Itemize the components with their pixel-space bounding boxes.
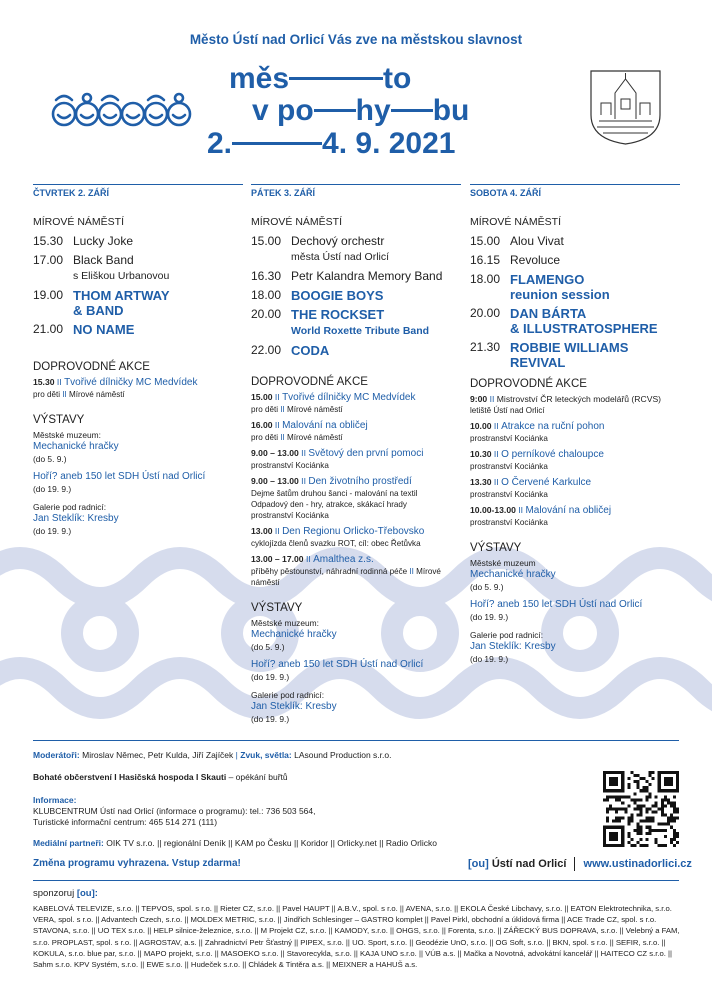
activity-item — [251, 525, 461, 549]
performer-name — [510, 272, 610, 302]
activity-item — [251, 553, 461, 588]
qr-code-icon — [603, 771, 679, 847]
performer-name — [291, 234, 389, 265]
performer-name — [510, 253, 560, 268]
smiling-faces-logo — [50, 90, 195, 132]
performer-name — [510, 306, 658, 336]
activity-time: 10.00-13.00 — [470, 505, 516, 515]
activity-item — [251, 475, 461, 521]
exhibition-until: (do 5. 9.) — [251, 642, 285, 652]
performer-name — [291, 307, 429, 339]
title-line-2: v po hy bu — [252, 94, 470, 127]
activity-name: O Červené Karkulce — [501, 477, 592, 488]
activity-note — [470, 489, 680, 500]
performer-name-text: ROBBIE WILLIAMS — [510, 340, 629, 355]
activity-note-text: cyklojízda členů svazku ROT, cíl: obec Řetůvka — [251, 539, 421, 548]
performer-name — [291, 269, 442, 284]
exhibition-until: (do 19. 9.) — [251, 714, 290, 724]
exhibition-item — [470, 557, 680, 593]
venue-heading: MÍROVÉ NÁMĚSTÍ — [470, 216, 562, 228]
activity-note — [33, 389, 243, 400]
moderators-line: Moderátoři: Miroslav Němec, Petr Kulda, Jiří Zajíček | Zvuk, světla: LAsound Production s.r.o. — [33, 750, 392, 760]
program-item — [33, 322, 243, 337]
activity-time: 15.00 — [251, 392, 273, 402]
activity-note-text: pro děti — [251, 433, 278, 442]
activity-name: Tvořivé dílničky MC Medvídek — [282, 392, 416, 403]
activity-item — [251, 447, 461, 471]
separator: II — [491, 421, 502, 431]
exhibition-venue: Galerie pod radnicí: — [251, 690, 325, 700]
activity-time: 13.00 — [251, 526, 273, 536]
activity-name: Atrakce na ruční pohon — [501, 421, 605, 432]
activity-note-line2: Odpadový den - hry, atrakce, skákací hrady — [251, 500, 407, 509]
exhibition-until: (do 19. 9.) — [251, 672, 290, 682]
program-time: 18.00 — [470, 272, 501, 286]
activity-name: Den Regionu Orlicko-Třebovsko — [282, 526, 425, 537]
day-heading: SOBOTA 4. ZÁŘÍ — [470, 184, 680, 204]
town-logo: [ou] Ústí nad Orlicí www.ustinadorlici.cz — [468, 857, 692, 870]
separator: II — [487, 394, 497, 404]
sponsors-divider — [33, 880, 679, 881]
activity-time: 9.00 – 13.00 — [251, 476, 299, 486]
activity-item — [251, 419, 461, 443]
exhibition-until: (do 19. 9.) — [33, 484, 72, 494]
performer-name-text: Dechový orchestr — [291, 234, 385, 248]
program-item — [470, 306, 680, 336]
exhibition-item — [470, 629, 680, 665]
activity-note-text: prostranství Kociánka — [470, 518, 548, 527]
activity-item — [470, 420, 680, 444]
activity-note-line3: prostranství Kociánka — [251, 511, 329, 520]
activity-note-text: pro děti — [33, 390, 60, 399]
program-item — [470, 340, 680, 370]
title-line-1: měs to — [229, 62, 412, 95]
exhibition-item — [251, 617, 461, 653]
performer-subtitle: města Ústí nad Orlicí — [291, 251, 390, 263]
program-item — [251, 343, 461, 358]
performer-name-text: Lucky Joke — [73, 234, 134, 248]
performer-name-text: THE ROCKSET — [291, 307, 385, 322]
program-time: 15.00 — [470, 234, 501, 248]
performer-name-line2: & ILLUSTRATOSPHERE — [510, 321, 658, 336]
separator: II — [272, 526, 283, 536]
exhibition-item — [33, 501, 243, 537]
activities-heading: DOPROVODNÉ AKCE — [33, 361, 150, 373]
program-item — [251, 234, 461, 265]
program-time: 20.00 — [470, 306, 501, 320]
activity-time: 9:00 — [470, 394, 488, 404]
program-time: 15.30 — [33, 234, 64, 248]
exhibition-title: Mechanické hračky — [33, 441, 119, 452]
performer-subtitle: s Eliškou Urbanovou — [73, 270, 170, 282]
program-time: 21.30 — [470, 340, 501, 354]
exhibition-venue: Městské muzeum — [470, 558, 536, 568]
performer-name-text: Black Band — [73, 253, 134, 267]
exhibition-title: Jan Steklík: Kresby — [33, 513, 119, 524]
performer-name — [510, 340, 628, 370]
program-item — [251, 269, 461, 284]
program-item — [470, 234, 680, 249]
performer-name-text: Alou Vivat — [510, 234, 564, 248]
exhibition-item — [33, 429, 243, 465]
performer-name-text: Petr Kalandra Memory Band — [291, 269, 443, 283]
exhibition-title: Mechanické hračky — [251, 629, 337, 640]
performer-subtitle: World Roxette Tribute Band — [291, 325, 430, 337]
activity-note-text: prostranství Kociánka — [470, 434, 548, 443]
performer-name — [291, 343, 329, 358]
program-time: 16.30 — [251, 269, 282, 283]
activity-item — [470, 448, 680, 472]
program-time: 16.15 — [470, 253, 501, 267]
exhibition-title: Jan Steklík: Kresby — [470, 641, 556, 652]
activity-place: Mírové náměstí — [251, 567, 441, 587]
separator: II — [298, 476, 309, 486]
refreshments-line: Bohaté občerstvení I Hasičská hospoda I Skauti – opékání buřtů — [33, 772, 288, 782]
activity-note — [470, 461, 680, 472]
exhibition-until: (do 5. 9.) — [470, 582, 504, 592]
exhibitions-heading: VÝSTAVY — [470, 542, 522, 554]
program-item — [33, 288, 243, 318]
performer-name — [510, 234, 564, 249]
program-change-note: Změna programu vyhrazena. Vstup zdarma! — [33, 858, 241, 869]
exhibition-item — [251, 689, 461, 725]
performer-name — [291, 288, 383, 303]
day-column-friday — [251, 184, 461, 731]
media-partners-line: Mediální partneři: OIK TV s.r.o. || regionální Deník || KAM po Česku || Koridor || Orlicky.net || Radio Orlicko — [33, 838, 437, 848]
exhibition-title: Hoří? aneb 150 let SDH Ústí nad Orlicí — [470, 599, 643, 610]
activity-name: Světový den první pomoci — [308, 448, 424, 459]
exhibition-item — [33, 471, 243, 495]
program-time: 17.00 — [33, 253, 64, 267]
sponsors-list: KABELOVÁ TELEVIZE, s.r.o. || TEPVOS, spol. s r.o. || Rieter CZ, s.r.o. || Pavel HAUPT || A.B.V., spol. s r.o. || AVENA, s.r.o. || EKOLA České Libchavy, s.r.o. || EATON Elektrotechnika, s.r.o. VERA, spol. s r.o. || Advantech Czech, s.r.o. || MOLDEX METRIC, s.r.o. || Jindřich Schlesinger – GASTRO komplet || Pavel Pirkl, obchodní a úklidová firma || ACE Trade CZ, spol. s r.o. STAVONA, s.r.o. || UO TEX s.r.o. || HELP silnice-železnice, s.r.o. || M Projekt CZ, s.r.o. || KAMODY, s.r.o. || OHGS, s.r.o. || Forenta, s.r.o. || ZÁŘECKÝ BUS DOPRAVA, s.r.o. || Velebný a FAM, s.r.o. PROPLAST, spol. s r.o. || AGROSTAV, a.s. || Zahradnictví Petr Šťastný || PIPEX, s.r.o. || UO. Sport, s.r.o. || Geodézie UnO, s.r.o. || OG Soft, s.r.o. || BKN, spol. s r.o. || SEFIR, s.r.o. || KOKULA, s.r.o. blue par, s.r.o. || MAPO projekt, s.r.o. || MASOEKO s.r.o. || Stavorecykla, s.r.o. || KAJA UNO s.r.o. || VÚB a.s. || Mačka a Novotná, advokátní kancelář || HAITECO CZ s.r.o. || Sahm s.r.o. KPV Systém, s.r.o. || EWE s.r.o. || Hudeček s.r.o. || Chládek & Tintěra a.s. || MEIXNER a HAHUŠ a.s. — [33, 904, 680, 970]
program-item — [251, 307, 461, 339]
activity-time: 15.30 — [33, 377, 55, 387]
program-time: 22.00 — [251, 343, 282, 357]
information-block: Informace: KLUBCENTRUM Ústí nad Orlicí (informace o programu): tel.: 736 503 564, Turistické informační centrum: 465 514 271 (111) — [33, 795, 316, 827]
activity-name: Malování na obličej — [282, 420, 368, 431]
activities-heading: DOPROVODNÉ AKCE — [470, 378, 587, 390]
exhibitions-heading: VÝSTAVY — [251, 602, 303, 614]
activity-name: Den životního prostředí — [308, 476, 412, 487]
performer-name-line2: reunion session — [510, 287, 610, 302]
activity-time: 13.30 — [470, 477, 492, 487]
title-dates: 2. 4. 9. 2021 — [207, 127, 456, 160]
website-link[interactable]: www.ustinadorlici.cz — [583, 857, 692, 870]
separator: II — [272, 420, 283, 430]
activity-item — [251, 391, 461, 415]
performer-name-text: THOM ARTWAY — [73, 288, 170, 303]
activity-note-text: příběhy pěstounství, náhradní rodinná péče — [251, 567, 408, 576]
activity-note-text: letiště Ústí nad Orlicí — [470, 406, 545, 415]
activity-item — [470, 476, 680, 500]
program-item — [33, 253, 243, 284]
activity-item — [470, 504, 680, 528]
program-time: 19.00 — [33, 288, 64, 302]
activity-note — [251, 432, 461, 443]
exhibition-until: (do 19. 9.) — [33, 526, 72, 536]
performer-name — [73, 288, 170, 318]
performer-name-text: CODA — [291, 343, 330, 358]
exhibition-title: Hoří? aneb 150 let SDH Ústí nad Orlicí — [251, 659, 424, 670]
performer-name-text: Revoluce — [510, 253, 561, 267]
program-item — [470, 253, 680, 268]
exhibition-title: Hoří? aneb 150 let SDH Ústí nad Orlicí — [33, 471, 206, 482]
activity-note — [251, 404, 461, 415]
exhibition-until: (do 19. 9.) — [470, 654, 509, 664]
activity-place: Mírové náměstí — [69, 390, 125, 399]
activity-name: Mistrovství ČR leteckých modelářů (RCVS) — [496, 394, 662, 404]
separator: II — [407, 567, 417, 576]
activity-name: Amalthea z.s. — [313, 554, 374, 565]
activity-note — [470, 405, 680, 416]
activity-note-text: prostranství Kociánka — [251, 461, 329, 470]
performer-name-text: BOOGIE BOYS — [291, 288, 384, 303]
activity-note — [251, 566, 461, 588]
venue-heading: MÍROVÉ NÁMĚSTÍ — [251, 216, 343, 228]
day-column-saturday — [470, 184, 680, 671]
invitation-line: Město Ústí nad Orlicí Vás zve na městskou slavnost — [189, 32, 523, 47]
activity-note — [251, 488, 461, 521]
exhibition-item — [470, 599, 680, 623]
exhibitions-heading: VÝSTAVY — [33, 414, 85, 426]
program-time: 20.00 — [251, 307, 282, 321]
activity-note — [251, 538, 461, 549]
exhibition-venue: Galerie pod radnicí: — [470, 630, 544, 640]
performer-name — [73, 234, 133, 249]
exhibition-item — [251, 659, 461, 683]
program-time: 15.00 — [251, 234, 282, 248]
separator: II — [491, 477, 502, 487]
day-heading: ČTVRTEK 2. ZÁŘÍ — [33, 184, 243, 204]
performer-name-line2: & BAND — [73, 303, 124, 318]
venue-heading: MÍROVÉ NÁMĚSTÍ — [33, 216, 125, 228]
performer-name-text: DAN BÁRTA — [510, 306, 587, 321]
footer-divider — [33, 740, 679, 741]
activity-time: 13.00 – 17.00 — [251, 554, 304, 564]
performer-name-line2: REVIVAL — [510, 355, 566, 370]
separator: II — [303, 554, 314, 564]
program-item — [251, 288, 461, 303]
activity-name: O perníkové chaloupce — [501, 449, 604, 460]
activity-note-text: prostranství Kociánka — [470, 462, 548, 471]
activity-note-text: prostranství Kociánka — [470, 490, 548, 499]
program-item — [470, 272, 680, 302]
activity-place: Mírové náměstí — [287, 405, 343, 414]
day-heading: PÁTEK 3. ZÁŘÍ — [251, 184, 461, 204]
coat-of-arms-icon — [589, 69, 662, 146]
activity-time: 10.30 — [470, 449, 492, 459]
activity-note-text: pro děti — [251, 405, 278, 414]
exhibition-venue: Městské muzeum: — [251, 618, 319, 628]
activity-name: Malování na obličej — [525, 505, 612, 516]
activity-time: 16.00 — [251, 420, 273, 430]
performer-name-text: NO NAME — [73, 322, 135, 337]
separator: II — [60, 390, 69, 399]
exhibition-until: (do 19. 9.) — [470, 612, 509, 622]
activity-time: 9.00 – 13.00 — [251, 448, 299, 458]
exhibition-until: (do 5. 9.) — [33, 454, 67, 464]
exhibition-title: Mechanické hračky — [470, 569, 556, 580]
activity-note — [470, 433, 680, 444]
activity-name: Tvořivé dílničky MC Medvídek — [64, 377, 198, 388]
separator: II — [491, 449, 502, 459]
activity-item — [470, 393, 680, 416]
exhibition-venue: Galerie pod radnicí: — [33, 502, 107, 512]
separator: II — [54, 377, 65, 387]
separator: II — [278, 433, 287, 442]
separator: II — [278, 405, 287, 414]
program-item — [33, 234, 243, 249]
performer-name — [73, 253, 169, 284]
performer-name — [73, 322, 134, 337]
activity-note — [470, 517, 680, 528]
separator: II — [298, 448, 309, 458]
activity-time: 10.00 — [470, 421, 492, 431]
separator: II — [272, 392, 283, 402]
program-time: 18.00 — [251, 288, 282, 302]
activity-note-text: Dejme šatům druhou šanci - malování na textil — [251, 489, 418, 498]
activity-place: Mírové náměstí — [287, 433, 343, 442]
sponsors-label: sponzoruj [ou]: — [33, 888, 98, 899]
activity-note — [251, 460, 461, 471]
activities-heading: DOPROVODNÉ AKCE — [251, 376, 368, 388]
separator: II — [515, 505, 526, 515]
performer-name-text: FLAMENGO — [510, 272, 585, 287]
program-time: 21.00 — [33, 322, 64, 336]
exhibition-venue: Městské muzeum: — [33, 430, 101, 440]
exhibition-title: Jan Steklík: Kresby — [251, 701, 337, 712]
activity-item — [33, 376, 243, 400]
day-column-thursday — [33, 184, 243, 543]
